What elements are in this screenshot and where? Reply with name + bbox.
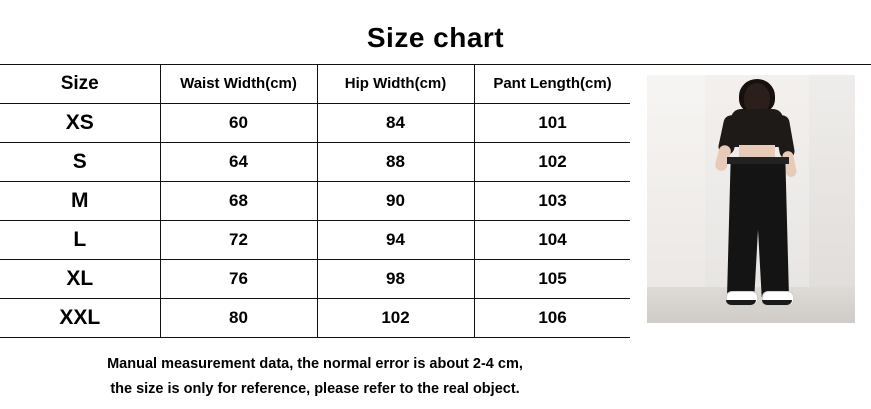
page-title: Size chart <box>366 22 505 53</box>
table-row <box>0 142 631 181</box>
cell-hip: 90 <box>317 181 474 220</box>
cell-size: XL <box>0 259 160 298</box>
note-line-1: Manual measurement data, the normal error is about 2-4 cm, <box>107 355 523 372</box>
product-photo-column <box>630 65 871 394</box>
size-table <box>0 65 632 338</box>
cell-length: 105 <box>474 259 631 298</box>
cell-size: XS <box>0 103 160 142</box>
header-size: Size <box>0 65 160 103</box>
model-crop-top <box>731 109 783 147</box>
table-column <box>0 65 630 397</box>
table-row <box>0 259 631 298</box>
cell-hip: 98 <box>317 259 474 298</box>
header-pant-length: Pant Length(cm) <box>474 65 631 103</box>
cell-waist: 64 <box>160 142 317 181</box>
table-row <box>0 103 631 142</box>
photo-background-right <box>809 75 855 323</box>
cell-length: 102 <box>474 142 631 181</box>
table-row <box>0 220 631 259</box>
cell-waist: 68 <box>160 181 317 220</box>
cell-size: XXL <box>0 298 160 337</box>
cell-waist: 72 <box>160 220 317 259</box>
cell-hip: 94 <box>317 220 474 259</box>
cell-hip: 84 <box>317 103 474 142</box>
header-hip-width: Hip Width(cm) <box>317 65 474 103</box>
product-photo <box>647 75 855 323</box>
model-wide-leg-pants <box>727 157 789 297</box>
table-row <box>0 298 631 337</box>
pants-waistband <box>727 157 789 164</box>
cell-size: L <box>0 220 160 259</box>
table-header-row <box>0 65 631 103</box>
shoe-sole-left <box>726 300 756 305</box>
cell-length: 103 <box>474 181 631 220</box>
measurement-note <box>0 338 630 403</box>
cell-length: 106 <box>474 298 631 337</box>
chart-content <box>0 64 871 397</box>
cell-length: 104 <box>474 220 631 259</box>
table-row <box>0 181 631 220</box>
cell-length: 101 <box>474 103 631 142</box>
cell-size: S <box>0 142 160 181</box>
note-line-2: the size is only for reference, please refer to the real object. <box>110 380 520 397</box>
shoe-sole-right <box>762 300 792 305</box>
cell-hip: 102 <box>317 298 474 337</box>
photo-background-left <box>647 75 705 323</box>
cell-size: M <box>0 181 160 220</box>
header-waist-width: Waist Width(cm) <box>160 65 317 103</box>
cell-waist: 80 <box>160 298 317 337</box>
cell-waist: 60 <box>160 103 317 142</box>
cell-waist: 76 <box>160 259 317 298</box>
cell-hip: 88 <box>317 142 474 181</box>
